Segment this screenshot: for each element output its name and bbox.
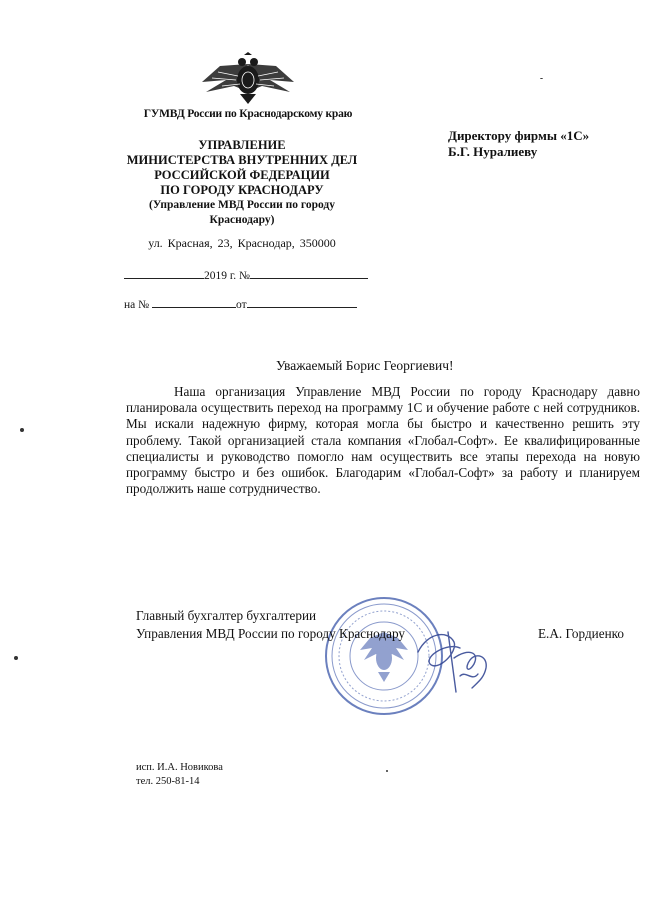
signer-name: Е.А. Гордиенко [538, 626, 624, 641]
ref-from: от [235, 299, 247, 311]
number-blank [250, 266, 368, 279]
date-blank [124, 266, 204, 279]
scan-speck [14, 656, 18, 660]
scan-speck [20, 428, 24, 432]
scan-speck [540, 78, 543, 79]
department-block [108, 138, 376, 228]
signer-title-line: Главный бухгалтер бухгалтерии [136, 608, 317, 623]
dept-line: РОССИЙСКОЙ ФЕДЕРАЦИИ [154, 168, 330, 182]
handwritten-signature-icon [408, 612, 498, 702]
executor-name: исп. И.А. Новикова [136, 762, 223, 773]
ref-prefix: на № [124, 299, 150, 311]
executor-phone: тел. 250-81-14 [136, 776, 200, 787]
date-number-line [124, 266, 374, 282]
recipient-block [448, 128, 638, 160]
dept-short-line: Краснодару) [209, 214, 275, 226]
dept-line: МИНИСТЕРСТВА ВНУТРЕННИХ ДЕЛ [126, 153, 358, 167]
reference-line [124, 295, 374, 311]
signer-title-line: Управления МВД России по городу Краснодару [136, 626, 405, 641]
dept-line: ПО ГОРОДУ КРАСНОДАРУ [160, 183, 324, 197]
recipient-line: Директору фирмы «1С» [448, 128, 590, 143]
dept-short-line: (Управление МВД России по городу [149, 199, 335, 211]
greeting: Уважаемый Борис Георгиевич! [276, 358, 454, 373]
recipient-line: Б.Г. Нуралиеву [448, 144, 538, 159]
address: ул. Красная, 23, Краснодар, 350000 [148, 236, 336, 250]
ref-date-blank [247, 295, 357, 308]
letter-body: Наша организация Управление МВД России по городу Краснодару давно планировала осуществить переход на программу 1С и обучение работе с ней сотрудников. Мы искали надежную фирму, которая могла бы быстро и качественно решить эту проблему. Такой организацией стала компания «Глобал-Софт». Ее квалифицированные специалисты и руководство помогло нам осуществить все этапы перехода на новую программу быстро и без ошибок. Благодарим «Глобал-Софт» за работу и планируем продолжить наше сотрудничество. [126, 384, 640, 497]
scan-speck [386, 770, 388, 772]
dept-line: УПРАВЛЕНИЕ [198, 138, 286, 152]
agency-name: ГУМВД России по Краснодарскому краю [143, 108, 353, 120]
mvd-eagle-emblem-icon [198, 52, 298, 104]
date-text: 2019 г. № [204, 270, 251, 282]
ref-number-blank [152, 295, 236, 308]
